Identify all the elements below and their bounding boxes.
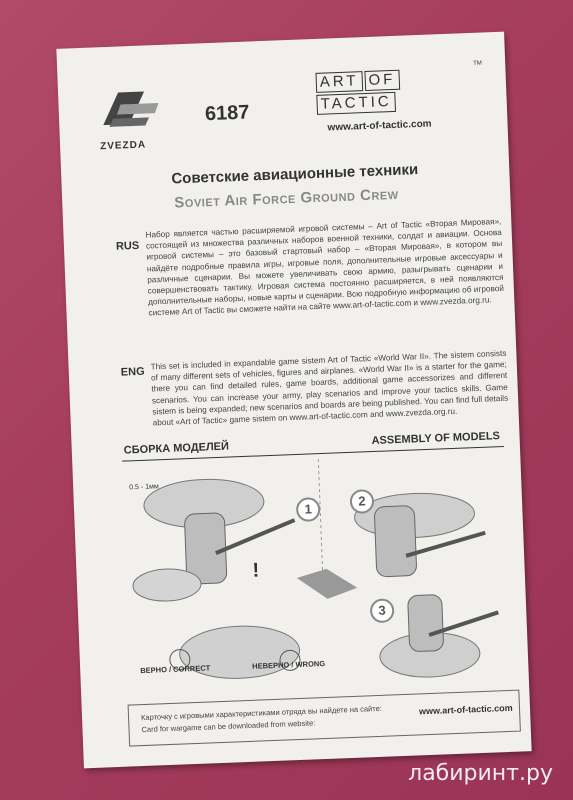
- step-1-marker: 1: [296, 497, 321, 522]
- header: [98, 60, 491, 161]
- trademark: TM: [473, 60, 483, 67]
- header-url: www.art-of-tactic.com: [327, 118, 432, 134]
- footer-url: www.art-of-tactic.com: [418, 702, 513, 717]
- footer-text-en: Card for wargame can be downloaded from website:: [141, 718, 316, 735]
- watermark: лабиринт.ру: [408, 761, 553, 786]
- step-2-marker: 2: [349, 489, 374, 514]
- assembly-title-ru: СБОРКА МОДЕЛЕЙ: [123, 440, 230, 457]
- footer-text-ru: Карточку с игровыми характеристиками отряда вы найдете на сайте:: [140, 703, 383, 723]
- eng-paragraph: This set is included in expandable game sistem Art of Tactic «World War II». The sistem consists of many different sets of vehicles, figures and airplanes. «World War II» is a starter for the game; there you can find detailed rules, game boards, additional game accessorizes and different scenarios. You can increase your army, play scenarios and improve your tactics skills. Game sistem is being expanded; new scenarios and boards are being published. You can find full details about «Art of Tactic» game sistem on www.art-of-tactic.com and www.zvezda.org.ru.: [150, 348, 509, 428]
- aot-word-art: ART: [315, 71, 362, 93]
- zvezda-logo: [98, 83, 170, 142]
- correct-label: ВЕРНО / CORRECT: [140, 663, 211, 676]
- rus-tag: RUS: [115, 239, 140, 253]
- instruction-sheet: [56, 32, 531, 769]
- step-3-marker: 3: [370, 598, 395, 623]
- title-english: Soviet Air Force Ground Crew: [174, 185, 399, 212]
- aot-word-of: OF: [364, 70, 400, 91]
- warning-icon: !: [252, 559, 260, 582]
- product-code: 6187: [204, 101, 250, 126]
- assembly-title-en: ASSEMBLY OF MODELS: [371, 430, 501, 448]
- footer-box: [128, 690, 521, 747]
- wrong-label: НЕВЕРНО / WRONG: [252, 659, 326, 671]
- eng-tag: ENG: [120, 365, 145, 379]
- art-of-tactic-logo: [315, 70, 400, 117]
- brand-name: ZVEZDA: [99, 139, 147, 153]
- title-russian: Советские авиационные техники: [171, 161, 419, 188]
- measure-label: 0.5 - 1мм: [129, 483, 159, 492]
- aot-word-tactic: TACTIC: [316, 92, 396, 115]
- rus-paragraph: Набор является частью расширяемой игровой системы – Art of Tactic «Вторая Мировая», состоящей из множества различных наборов военной техники, солдат и авиации. Основа игровой системы – это базовый стартовый набор – «Вторая Мировая», в котором вы найдёте подробные правила игры, игровые поля, дополнительные игровые аксессуары и различные сценарии. Вы можете увеличивать свою армию, разыгрывать сценарии и совершенствовать тактику. Игровая система постоянно расширяется, в ней появляются дополнительные наборы, новые карты и сценарии. Всю подробную информацию об игровой системе Art of Tactic вы сможете найти на сайте www.art-of-tactic.com и www.zvezda.org.ru.: [145, 216, 505, 318]
